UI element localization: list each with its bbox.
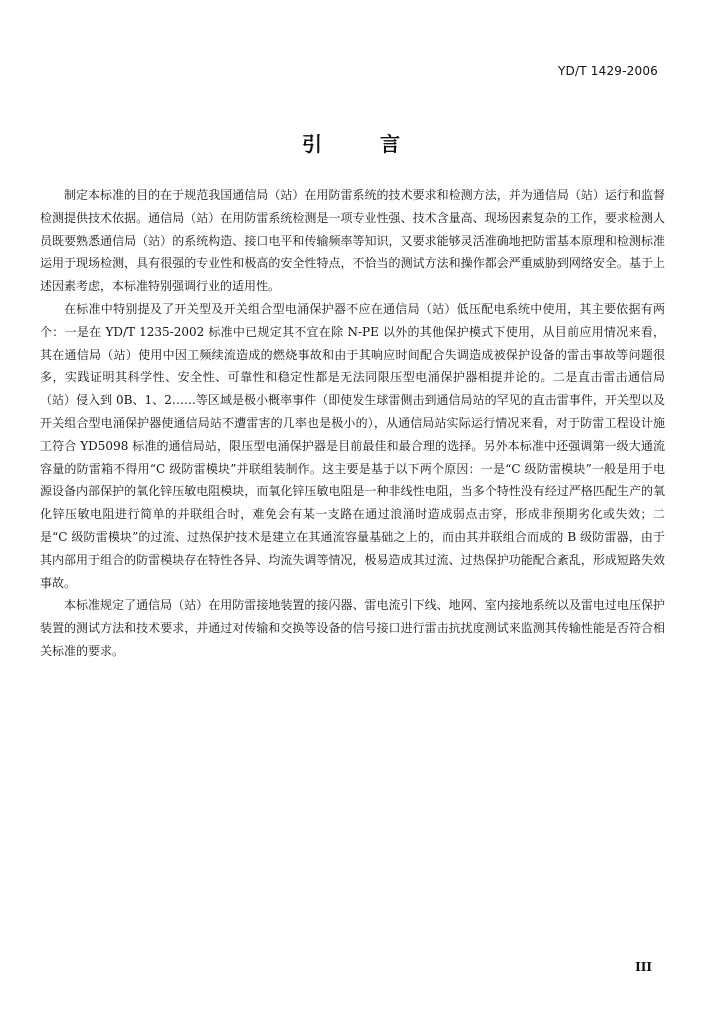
page-title: 引言 (302, 132, 458, 156)
page-number: III (635, 960, 652, 974)
body-text (40, 184, 665, 663)
paragraph-purpose: 制定本标准的目的在于规范我国通信局（站）在用防雷系统的技术要求和检测方法，并为通信局（站）运行和监督检测提供技术依据。通信局（站）在用防雷系统检测是一项专业性强、技术含量高、现场因素复杂的工作，要求检测人员既要熟悉通信局（站）的系统构造、接口电平和传输频率等知识，又要求能够灵活准确地把防雷基本原理和检测标准运用于现场检测，具有很强的专业性和极高的安全性特点，不恰当的测试方法和操作都会严重威胁到网络安全。基于上述因素考虑，本标准特别强调行业的适用性。 (40, 188, 665, 294)
document-code: YD/T 1429-2006 (558, 64, 658, 78)
paragraph-spd-rationale: 在标准中特别提及了开关型及开关组合型电涌保护器不应在通信局（站）低压配电系统中使用，其主要依据有两个：一是在 YD/T 1235-2002 标准中已规定其不宜在除 N-PE 以外的其他保护模式下使用，从目前应用情况来看，其在通信局（站）使用中因工频续流造成的燃烧事故和由于其响应时间配合失调造成被保护设备的雷击事故等问题很多，实践证明其科学性、安全性、可靠性和稳定性都是无法同限压型电涌保护器相提并论的。二是直击雷击通信局（站）侵入到 0B、1、2……等区域是极小概率事件（即使发生球雷侧击到通信局站的罕见的直击雷事件，开关型以及开关组合型电涌保护器使通信局站不遭雷害的几率也是极小的），从通信局站实际运行情况来看，对于防雷工程设计施工符合 YD5098 标准的通信局站，限压型电涌保护器是目前最佳和最合理的选择。另外本标准中还强调第一级大通流容量的防雷箱不得用“C 级防雷模块”并联组装制作。这主要是基于以下两个原因：一是“C 级防雷模块”一般是用于电源设备内部保护的氧化锌压敏电阻模块，而氧化锌压敏电阻是一种非线性电阻，当多个特性没有经过严格匹配生产的氧化锌压敏电阻进行简单的并联组合时，难免会有某一支路在通过浪涌时造成弱点击穿，形成非预期劣化或失效；二是“C 级防雷模块”的过流、过热保护技术是建立在其通流容量基础之上的，而由其并联组合而成的 B 级防雷器，由于其内部用于组合的防雷模块存在特性各异、均流失调等情况，极易造成其过流、过热保护功能配合紊乱，形成短路失效事故。 (40, 301, 665, 590)
paragraph-scope: 本标准规定了通信局（站）在用防雷接地装置的接闪器、雷电流引下线、地网、室内接地系统以及雷电过电压保护装置的测试方法和技术要求，并通过对传输和交换等设备的信号接口进行雷击抗扰度测试来监测其传输性能是否符合相关标准的要求。 (40, 598, 665, 658)
